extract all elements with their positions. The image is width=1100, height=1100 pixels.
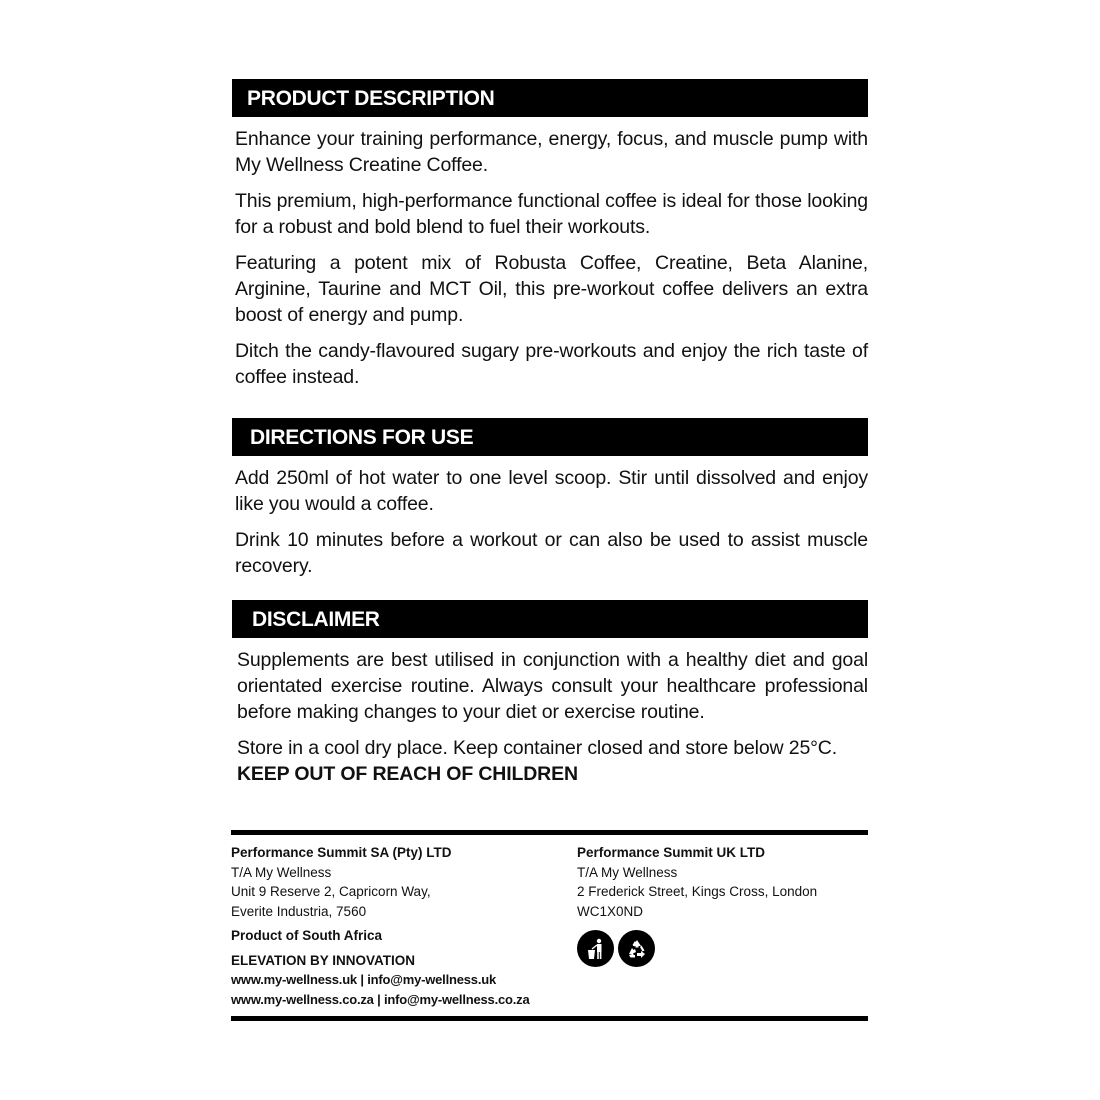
paragraph: Ditch the candy-flavoured sugary pre-workouts and enjoy the rich taste of coffee instead. (235, 340, 868, 388)
product-description-section (232, 79, 868, 390)
uk-address-line1: 2 Frederick Street, Kings Cross, London (577, 884, 818, 899)
tagline: ELEVATION BY INNOVATION (231, 952, 416, 968)
child-warning: KEEP OUT OF REACH OF CHILDREN (237, 763, 578, 785)
uk-contact-links[interactable]: www.my-wellness.uk | info@my-wellness.uk (231, 972, 497, 987)
uk-address-line2: WC1X0ND (577, 903, 644, 919)
paragraph: Featuring a potent mix of Robusta Coffee, Creatine, Beta Alanine, Arginine, Taurine and MCT Oil, this pre-workout coffee delivers an extra boost of energy and pump. (235, 252, 868, 326)
uk-company-name: Performance Summit UK LTD (577, 845, 766, 860)
footer-uk-block (577, 843, 817, 921)
product-origin: Product of South Africa (231, 928, 382, 943)
paragraph: Enhance your training performance, energy, focus, and muscle pump with My Wellness Creatine Coffee. (235, 128, 868, 176)
section-heading: DISCLAIMER (232, 600, 868, 638)
paragraph: This premium, high-performance functional coffee is ideal for those looking for a robust and bold blend to fuel their workouts. (235, 190, 868, 238)
footer-bottom-rule (231, 1016, 868, 1021)
directions-section (232, 418, 868, 579)
recycle-icon (618, 930, 655, 967)
za-contact-links[interactable]: www.my-wellness.co.za | info@my-wellness.co.za (231, 991, 530, 1007)
uk-trading-as: T/A My Wellness (577, 864, 678, 880)
section-heading: PRODUCT DESCRIPTION (232, 79, 868, 117)
paragraph: Supplements are best utilised in conjunction with a healthy diet and goal orientated exercise routine. Always consult your healthcare professional before making changes to your diet or exercise routine. (237, 649, 868, 723)
paragraph: Drink 10 minutes before a workout or can also be used to assist muscle recovery. (235, 529, 868, 577)
sa-company-name: Performance Summit SA (Pty) LTD (231, 845, 452, 860)
disclaimer-section (232, 600, 868, 787)
sa-address-line1: Unit 9 Reserve 2, Capricorn Way, (231, 884, 431, 899)
sa-trading-as: T/A My Wellness (231, 864, 332, 880)
paragraph: Add 250ml of hot water to one level scoop. Stir until dissolved and enjoy like you would a coffee. (235, 467, 868, 515)
section-heading: DIRECTIONS FOR USE (232, 418, 868, 456)
sa-address-line2: Everite Industria, 7560 (231, 903, 367, 919)
footer-sa-block (231, 843, 530, 1009)
disposal-icons (577, 930, 655, 967)
tidyman-bin-icon (577, 930, 614, 967)
footer-top-rule (231, 830, 868, 835)
paragraph: Store in a cool dry place. Keep container closed and store below 25°C. (237, 737, 837, 759)
